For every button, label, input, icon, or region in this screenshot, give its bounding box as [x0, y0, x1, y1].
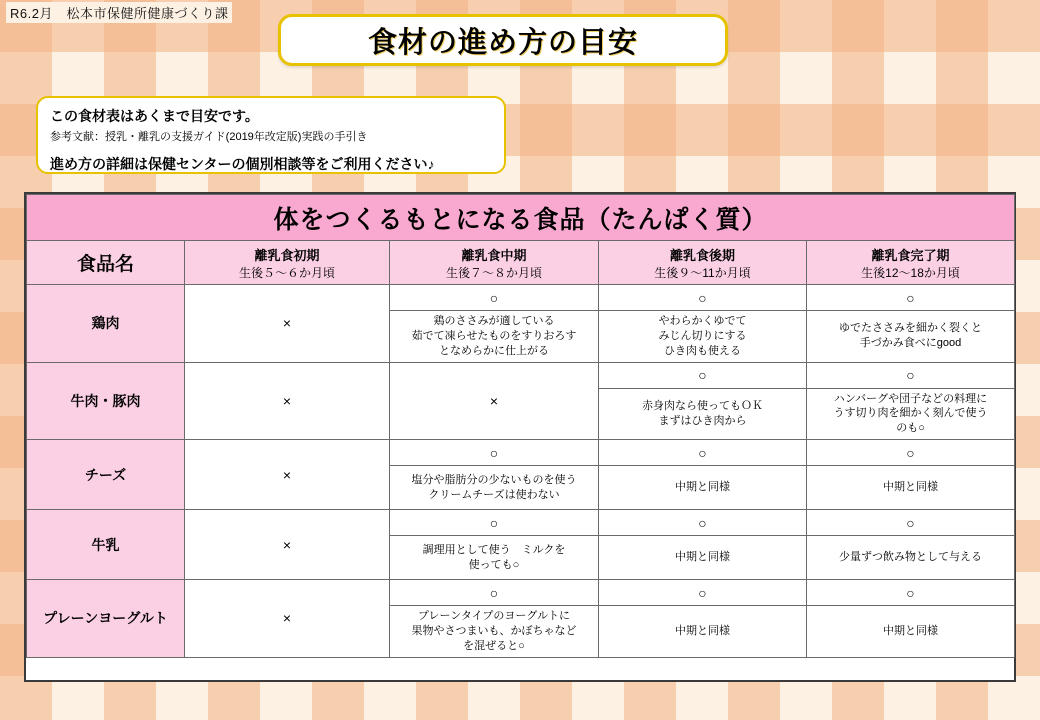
column-header-middle [390, 241, 599, 285]
cell-early-mark: × [185, 362, 390, 440]
cell-middle-note: 調理用として使う ミルクを 使っても○ [390, 536, 599, 580]
cell-late-note: やわらかくゆでて みじん切りにする ひき肉も使える [599, 311, 807, 363]
cell-early-mark: × [185, 440, 390, 510]
column-header-food-name: 食品名 [27, 241, 185, 285]
cell-early-mark: × [185, 510, 390, 580]
cell-middle-mark: × [390, 362, 599, 440]
cell-middle-mark: ○ [390, 285, 599, 311]
cell-early-mark: × [185, 285, 390, 363]
cell-done-mark: ○ [807, 285, 1015, 311]
title-banner [278, 14, 728, 66]
column-header-middle-sub: 生後７〜８か月頃 [445, 265, 542, 280]
cell-done-mark: ○ [807, 440, 1015, 466]
cell-middle-note: プレーンタイプのヨーグルトに 果物やさつまいも、かぼちゃなど を混ぜると○ [390, 606, 599, 658]
column-header-late [599, 241, 807, 285]
food-table-sheet [24, 192, 1016, 682]
cell-middle-mark: ○ [390, 510, 599, 536]
cell-late-note: 中期と同様 [599, 606, 807, 658]
cell-done-note: 少量ずつ飲み物として与える [807, 536, 1015, 580]
cell-late-note: 中期と同様 [599, 466, 807, 510]
row-food-name: 鶏肉 [27, 285, 185, 363]
document-header-note: R6.2月 松本市保健所健康づくり課 [6, 2, 232, 23]
food-table [26, 194, 1015, 658]
row-food-name: 牛乳 [27, 510, 185, 580]
column-header-early [185, 241, 390, 285]
column-header-done [807, 241, 1015, 285]
cell-early-mark: × [185, 580, 390, 658]
cell-done-note: 中期と同様 [807, 606, 1015, 658]
cell-late-mark: ○ [599, 510, 807, 536]
cell-late-mark: ○ [599, 362, 807, 388]
cell-done-mark: ○ [807, 362, 1015, 388]
cell-late-mark: ○ [599, 580, 807, 606]
table-row [27, 580, 1015, 606]
cell-late-note: 中期と同様 [599, 536, 807, 580]
cell-middle-mark: ○ [390, 580, 599, 606]
cell-middle-mark: ○ [390, 440, 599, 466]
cell-done-mark: ○ [807, 510, 1015, 536]
column-header-middle-title: 離乳食中期 [461, 247, 527, 263]
row-food-name: チーズ [27, 440, 185, 510]
cell-late-note: 赤身肉なら使ってもＯＫ まずはひき肉から [599, 388, 807, 440]
table-header-row [27, 241, 1015, 285]
notice-line-1: この食材表はあくまで目安です。 [50, 108, 259, 124]
column-header-done-title: 離乳食完了期 [871, 247, 950, 263]
cell-done-note: 中期と同様 [807, 466, 1015, 510]
cell-late-mark: ○ [599, 285, 807, 311]
table-row [27, 510, 1015, 536]
table-row [27, 285, 1015, 311]
column-header-early-sub: 生後５〜６か月頃 [238, 265, 335, 280]
cell-done-note: ゆでたささみを細かく裂くと 手づかみ食べにgood [807, 311, 1015, 363]
cell-done-note: ハンバーグや団子などの料理に うす切り肉を細かく刻んで使う のも○ [807, 388, 1015, 440]
table-row [27, 440, 1015, 466]
notice-line-2: 参考文献：授乳・離乳の支援ガイド(2019年改定版)実践の手引き [50, 131, 368, 143]
cell-middle-note: 塩分や脂肪分の少ないものを使う クリームチーズは使わない [390, 466, 599, 510]
column-header-late-sub: 生後９〜11か月頃 [654, 265, 751, 280]
notice-line-3: 進め方の詳細は保健センターの個別相談等をご利用ください♪ [50, 156, 435, 172]
table-row [27, 362, 1015, 388]
cell-done-mark: ○ [807, 580, 1015, 606]
row-food-name: 牛肉・豚肉 [27, 362, 185, 440]
column-header-late-title: 離乳食後期 [669, 247, 735, 263]
column-header-done-sub: 生後12〜18か月頃 [861, 265, 960, 280]
column-header-early-title: 離乳食初期 [254, 247, 320, 263]
notice-box [36, 96, 506, 174]
cell-middle-note: 鶏のささみが適している 茹でて凍らせたものをすりおろす となめらかに仕上がる [390, 311, 599, 363]
row-food-name: プレーンヨーグルト [27, 580, 185, 658]
table-band-title: 体をつくるもとになる食品（たんぱく質） [27, 195, 1015, 241]
page-title: 食材の進め方の目安 [367, 26, 638, 59]
cell-late-mark: ○ [599, 440, 807, 466]
